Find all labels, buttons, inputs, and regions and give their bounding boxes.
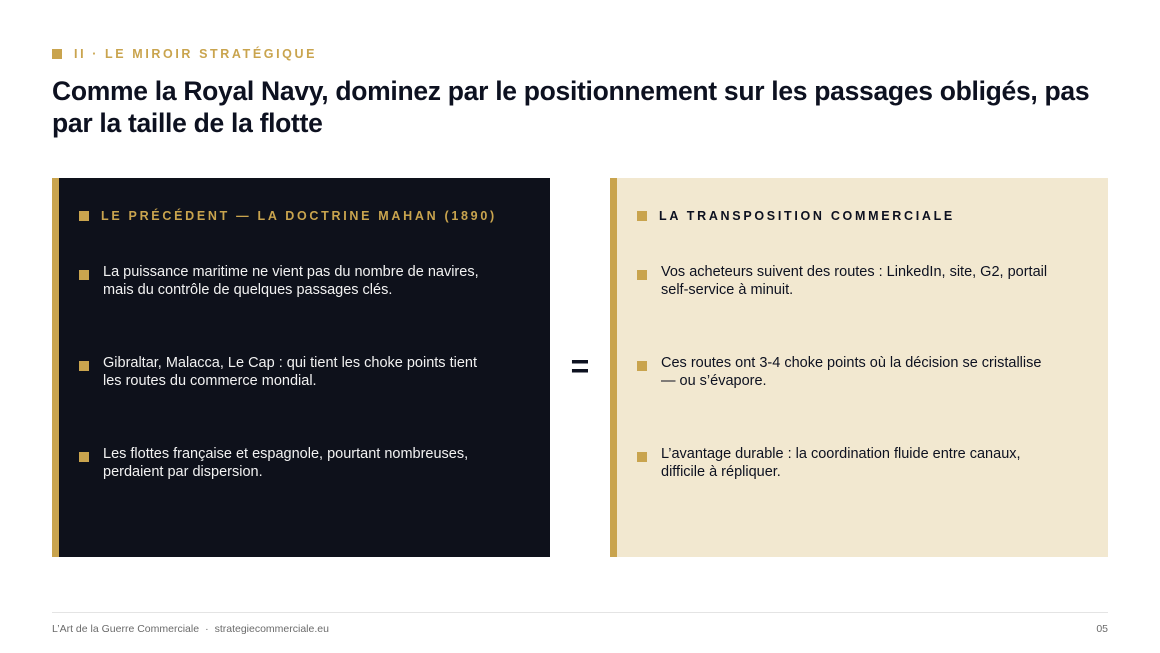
list-item [637,263,1057,299]
square-bullet-icon [637,270,647,280]
square-bullet-icon [637,452,647,462]
square-bullet-icon [79,452,89,462]
transposition-panel [610,178,1108,557]
equals-connector: = [570,348,590,384]
footer-brand: L’Art de la Guerre Commerciale [52,623,200,635]
square-bullet-icon [79,211,89,221]
section-kicker [52,47,317,61]
page-number: 05 [1096,623,1108,635]
list-item-text: Gibraltar, Malacca, Le Cap : qui tient les choke points tient les routes du commerce mondial. [103,355,477,389]
list-item [637,354,1057,390]
panel-heading-label: LA TRANSPOSITION COMMERCIALE [659,209,955,223]
kicker-label: II · LE MIROIR STRATÉGIQUE [74,47,318,61]
list-item-text: Ces routes ont 3-4 choke points où la décision se cristallise — ou s’évapore. [661,355,1042,389]
list-item-text: Les flottes française et espagnole, pourtant nombreuses, perdaient par dispersion. [103,446,469,480]
square-bullet-icon [637,211,647,221]
panel-heading [637,209,955,223]
list-item-text: Vos acheteurs suivent des routes : LinkedIn, site, G2, portail self-service à minuit. [661,264,1048,298]
list-item [637,445,1057,481]
list-item [79,354,499,390]
panel-heading [79,209,497,223]
footer-credits [52,623,329,635]
precedent-panel [52,178,550,557]
panel-heading-label: LE PRÉCÉDENT — LA DOCTRINE MAHAN (1890) [101,209,497,223]
slide-title: Comme la Royal Navy, dominez par le positionnement sur les passages obligés, pas par la taille de la flotte [52,76,1090,138]
list-item-text: L’avantage durable : la coordination fluide entre canaux, difficile à répliquer. [661,446,1021,480]
square-bullet-icon [637,361,647,371]
list-item [79,445,499,481]
footer-site: strategiecommerciale.eu [214,623,329,635]
square-bullet-icon [79,270,89,280]
list-item-text: La puissance maritime ne vient pas du nombre de navires, mais du contrôle de quelques passages clés. [103,264,479,298]
square-bullet-icon [52,49,62,59]
footer-separator: · [205,623,209,635]
list-item [79,263,499,299]
footer-divider [52,612,1108,613]
square-bullet-icon [79,361,89,371]
